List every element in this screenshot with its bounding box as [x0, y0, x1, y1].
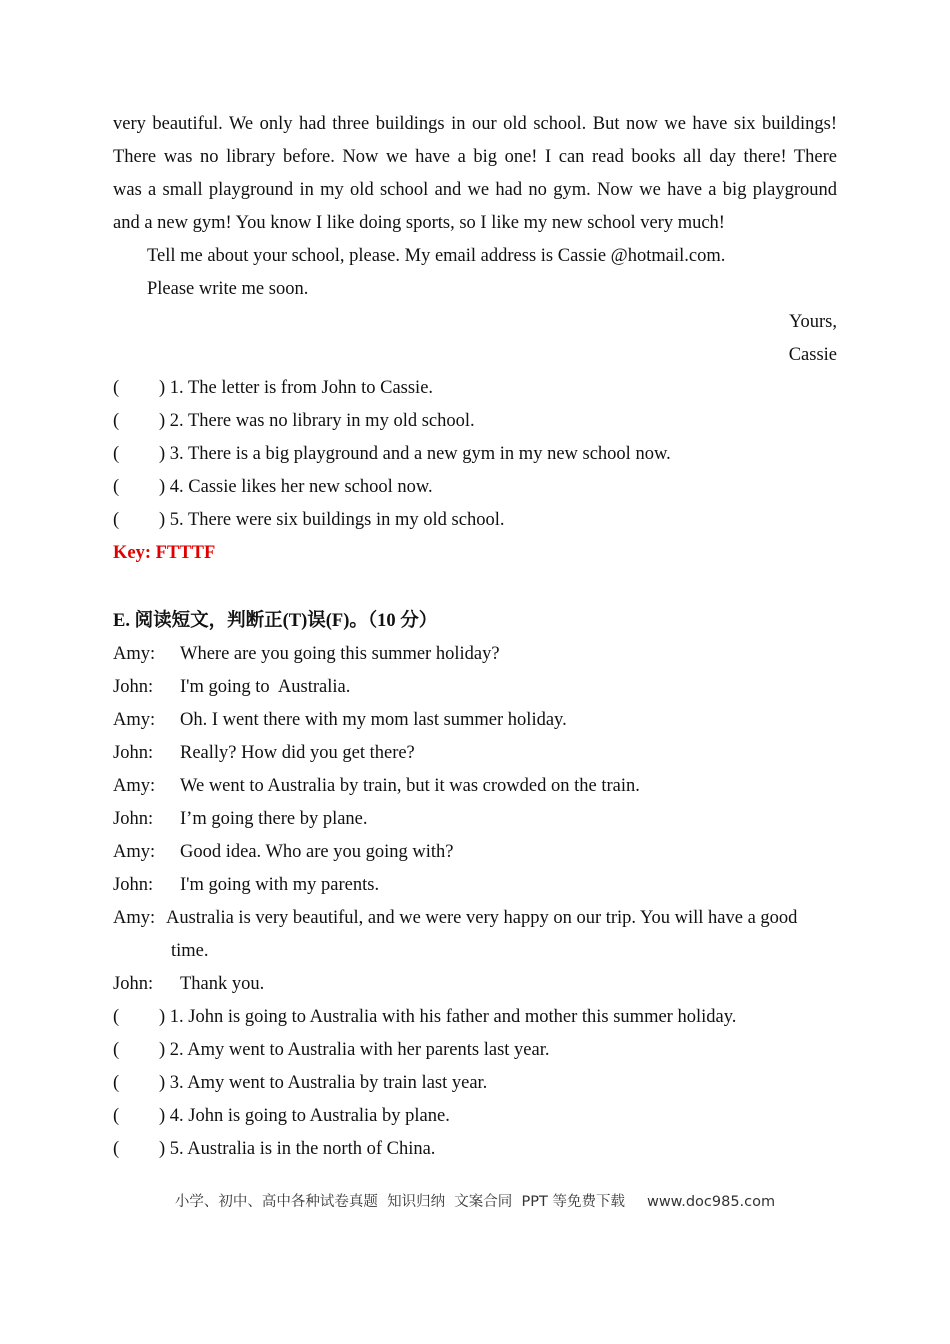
footer-url[interactable]: www.doc985.com — [646, 1194, 776, 1210]
question-item — [113, 504, 504, 537]
question-item — [113, 1067, 487, 1100]
letter-line: was a small playground in my old school and we had no gym. Now we have a big playground — [113, 180, 837, 200]
dialogue-line — [113, 704, 567, 737]
question-item — [113, 438, 671, 471]
speaker-label: Amy: — [113, 644, 156, 664]
question-item — [113, 1001, 736, 1034]
dialogue-text: Oh. I went there with my mom last summer holiday. — [180, 710, 567, 730]
question-item — [113, 471, 433, 504]
question-item — [113, 1100, 450, 1133]
dialogue-line — [113, 902, 797, 935]
speaker-label: Amy: — [113, 908, 156, 928]
question-text: ) 5. Australia is in the north of China. — [159, 1139, 436, 1159]
answer-key: Key: FTTTF — [113, 543, 216, 563]
answer-blank[interactable]: ( — [113, 1040, 120, 1060]
question-text: ) 3. There is a big playground and a new gym in my new school now. — [159, 444, 671, 464]
question-text: ) 1. John is going to Australia with his father and mother this summer holiday. — [159, 1007, 737, 1027]
speaker-label: Amy: — [113, 776, 156, 796]
dialogue-line — [113, 803, 368, 836]
question-item — [113, 372, 433, 405]
question-text: ) 4. Cassie likes her new school now. — [159, 477, 433, 497]
dialogue-text: Really? How did you get there? — [180, 743, 415, 763]
question-text: ) 2. There was no library in my old school. — [159, 411, 475, 431]
question-item — [113, 405, 475, 438]
dialogue-text: Thank you. — [180, 974, 265, 994]
answer-blank[interactable]: ( — [113, 378, 120, 398]
speaker-label: John: — [113, 974, 154, 994]
dialogue-line — [113, 671, 350, 704]
dialogue-text: I'm going with my parents. — [180, 875, 380, 895]
question-text: ) 3. Amy went to Australia by train last year. — [159, 1073, 488, 1093]
answer-blank[interactable]: ( — [113, 510, 120, 530]
dialogue-continuation: time. — [171, 941, 209, 961]
answer-blank[interactable]: ( — [113, 1139, 120, 1159]
question-text: ) 5. There were six buildings in my old school. — [159, 510, 505, 530]
speaker-label: Amy: — [113, 710, 156, 730]
letter-line: and a new gym! You know I like doing sports, so I like my new school very much! — [113, 213, 725, 233]
letter-line: very beautiful. We only had three buildings in our old school. But now we have six buildings! — [113, 114, 837, 134]
dialogue-text: I'm going to Australia. — [180, 677, 351, 697]
dialogue-text: Where are you going this summer holiday? — [180, 644, 500, 664]
question-item — [113, 1133, 435, 1166]
letter-write-line: Please write me soon. — [147, 279, 309, 299]
question-item — [113, 1034, 549, 1067]
dialogue-line — [113, 869, 379, 902]
dialogue-text: I’m going there by plane. — [180, 809, 368, 829]
speaker-label: John: — [113, 743, 154, 763]
dialogue-line — [113, 737, 415, 770]
answer-blank[interactable]: ( — [113, 1073, 120, 1093]
answer-blank[interactable]: ( — [113, 411, 120, 431]
answer-blank[interactable]: ( — [113, 444, 120, 464]
dialogue-text: We went to Australia by train, but it was crowded on the train. — [180, 776, 640, 796]
speaker-label: John: — [113, 677, 154, 697]
question-text: ) 1. The letter is from John to Cassie. — [159, 378, 434, 398]
letter-closing: Yours, — [789, 312, 837, 332]
letter-line: There was no library before. Now we have a big one! I can read books all day there! There — [113, 147, 837, 167]
speaker-label: John: — [113, 875, 154, 895]
letter-tell-line: Tell me about your school, please. My email address is Cassie @hotmail.com. — [147, 246, 726, 266]
answer-blank[interactable]: ( — [113, 477, 120, 497]
dialogue-text: Australia is very beautiful, and we were very happy on our trip. You will have a good — [166, 908, 798, 928]
speaker-label: Amy: — [113, 842, 156, 862]
dialogue-line — [113, 836, 454, 869]
dialogue-line — [113, 638, 500, 671]
question-text: ) 4. John is going to Australia by plane. — [159, 1106, 450, 1126]
dialogue-line — [113, 770, 640, 803]
dialogue-line — [113, 968, 264, 1001]
letter-signature: Cassie — [788, 345, 837, 365]
page-footer — [0, 1190, 950, 1211]
speaker-label: John: — [113, 809, 154, 829]
question-text: ) 2. Amy went to Australia with her parents last year. — [159, 1040, 550, 1060]
answer-blank[interactable]: ( — [113, 1106, 120, 1126]
dialogue-text: Good idea. Who are you going with? — [180, 842, 454, 862]
footer-text: 小学、初中、高中各种试卷真题 知识归纳 文案合同 PPT 等免费下载 — [174, 1194, 625, 1210]
answer-blank[interactable]: ( — [113, 1007, 120, 1027]
section-heading: E. 阅读短文，判断正(T)误(F)。（10 分） — [113, 611, 438, 631]
